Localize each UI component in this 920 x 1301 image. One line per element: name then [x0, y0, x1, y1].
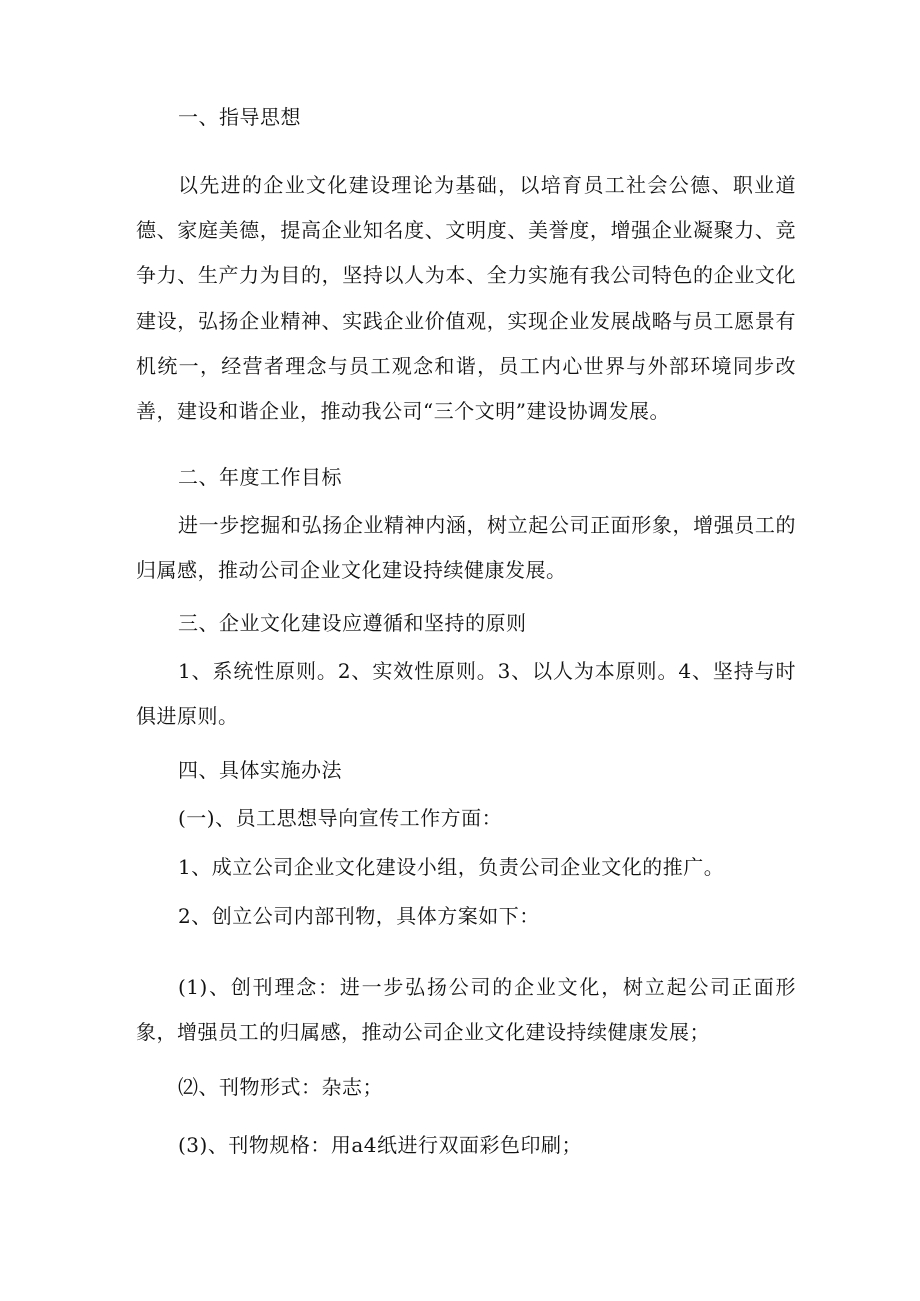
section-heading-implementation: 四、具体实施办法 [178, 758, 342, 782]
list-item-culture-group: 1、成立公司企业文化建设小组，负责公司企业文化的推广。 [178, 855, 725, 879]
list-item-internal-journal: 2、创立公司内部刊物，具体方案如下： [178, 904, 540, 928]
section-heading-guiding-ideology: 一、指导思想 [178, 105, 301, 129]
list-subitem-journal-format: ⑵、刊物形式：杂志； [178, 1075, 383, 1099]
subsection-heading-publicity: (一)、员工思想导向宣传工作方面： [178, 806, 503, 830]
paragraph-annual-goals: 进一步挖掘和弘扬企业精神内涵，树立起公司正面形象，增强员工的归属感，推动公司企业文化建设持续健康发展。 [136, 513, 796, 583]
list-subitem-journal-spec: (3)、刊物规格：用a4纸进行双面彩色印刷； [178, 1133, 582, 1157]
section-heading-annual-goals: 二、年度工作目标 [178, 465, 342, 489]
section-heading-principles: 三、企业文化建设应遵循和坚持的原则 [178, 611, 527, 635]
paragraph-guiding-ideology: 以先进的企业文化建设理论为基础，以培育员工社会公德、职业道德、家庭美德，提高企业知名度、文明度、美誉度，增强企业凝聚力、竞争力、生产力为目的，坚持以人为本、全力实施有我公司特色的企业文化建设，弘扬企业精神、实践企业价值观，实现企业发展战略与员工愿景有机统一，经营者理念与员工观念和谐，员工内心世界与外部环境同步改善，建设和谐企业，推动我公司“三个文明”建设协调发展。 [136, 173, 796, 424]
paragraph-principles: 1、系统性原则。2、实效性原则。3、以人为本原则。4、坚持与时俱进原则。 [136, 659, 796, 729]
list-subitem-journal-concept: (1)、创刊理念：进一步弘扬公司的企业文化，树立起公司正面形象，增强员工的归属感，推动公司企业文化建设持续健康发展； [136, 975, 796, 1045]
